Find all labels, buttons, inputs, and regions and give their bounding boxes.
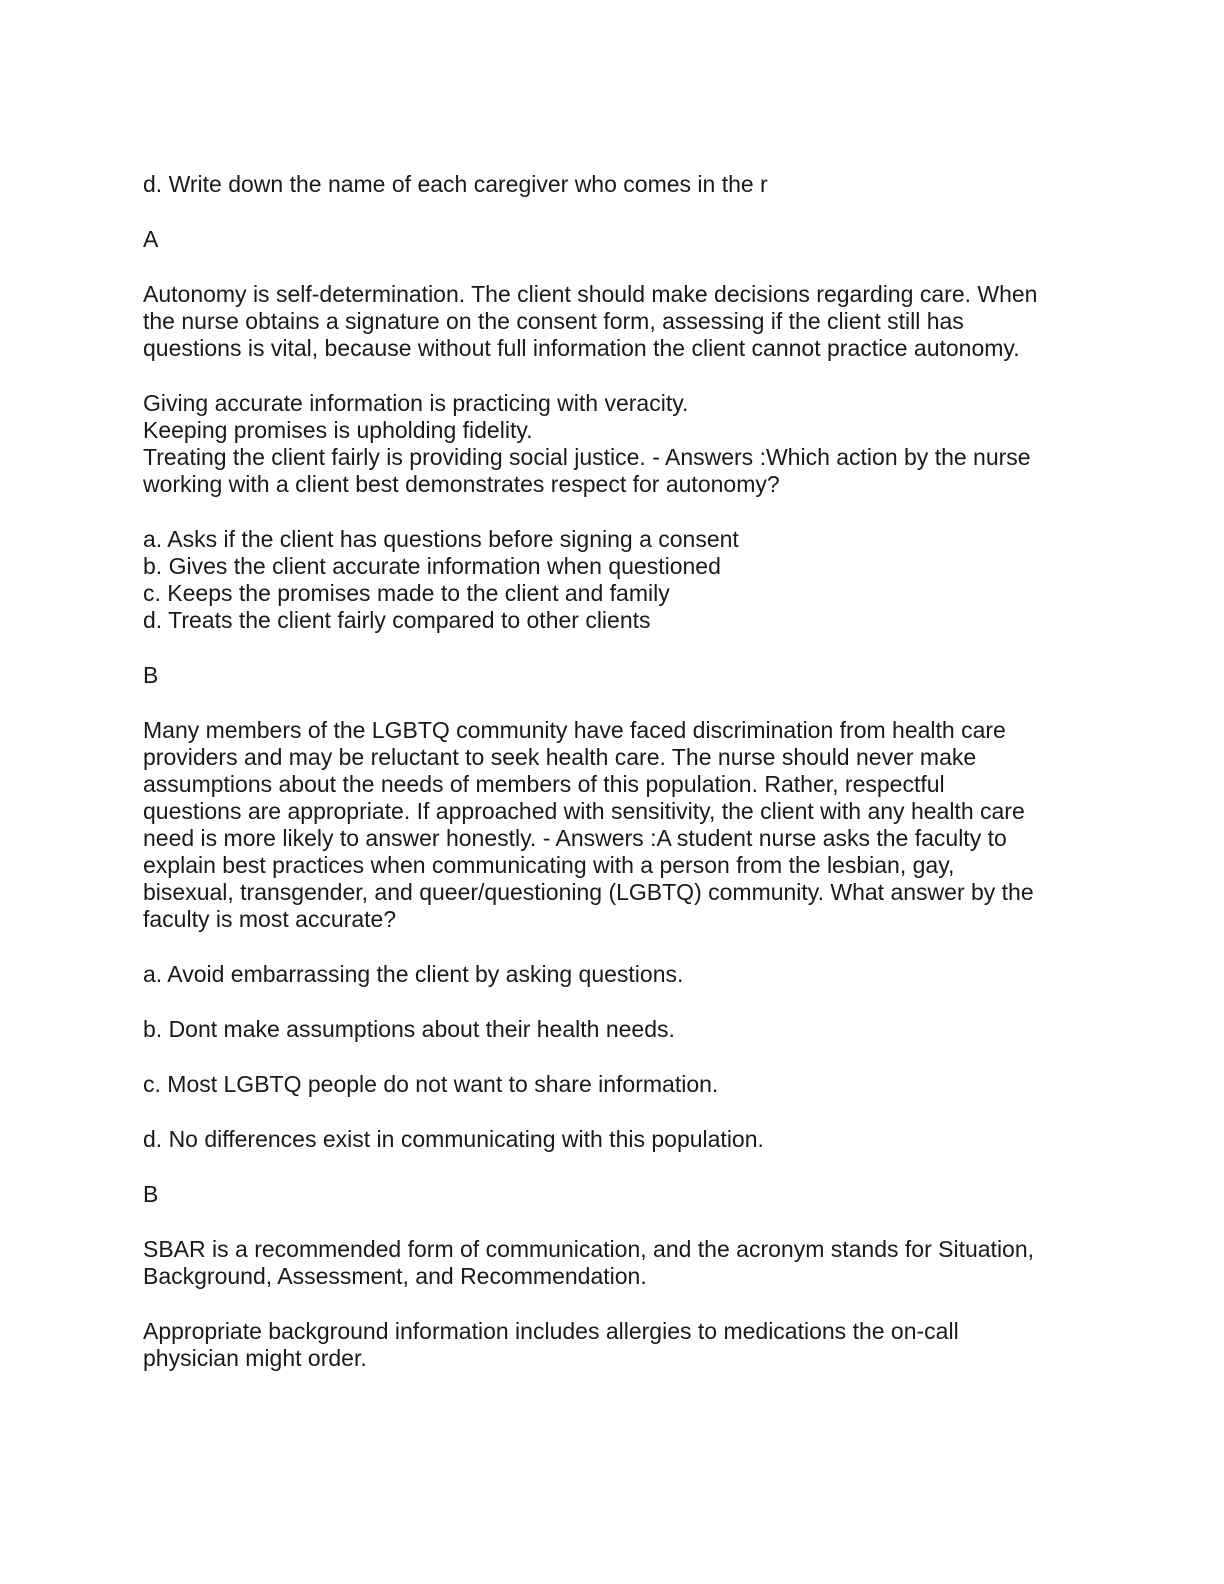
text-line: SBAR is a recommended form of communication, and the acronym stands for Situation, [143, 1236, 1035, 1262]
text-line: questions is vital, because without full information the client cannot practice autonomy. [143, 335, 1020, 361]
option-line: c. Keeps the promises made to the client and family [143, 580, 670, 606]
text-line: Many members of the LGBTQ community have faced discrimination from health care [143, 717, 1006, 743]
text-line: faculty is most accurate? [143, 906, 397, 932]
text-line: Treating the client fairly is providing social justice. - Answers :Which action by the nurse [143, 444, 1031, 470]
text-line: Keeping promises is upholding fidelity. [143, 417, 533, 443]
text-line: explain best practices when communicating with a person from the lesbian, gay, [143, 852, 955, 878]
text-line: need is more likely to answer honestly. - Answers :A student nurse asks the faculty to [143, 825, 1007, 851]
option-line: a. Avoid embarrassing the client by asking questions. [143, 961, 684, 987]
option-line: d. No differences exist in communicating with this population. [143, 1126, 764, 1152]
text-line: bisexual, transgender, and queer/questioning (LGBTQ) community. What answer by the [143, 879, 1034, 905]
option-line: b. Gives the client accurate information when questioned [143, 553, 721, 579]
text-line: questions are appropriate. If approached with sensitivity, the client with any health care [143, 798, 1025, 824]
text-line: Autonomy is self-determination. The client should make decisions regarding care. When [143, 281, 1038, 307]
answer-letter: A [143, 226, 159, 252]
text-line: the nurse obtains a signature on the consent form, assessing if the client still has [143, 308, 964, 334]
text-line: physician might order. [143, 1345, 367, 1371]
option-line: c. Most LGBTQ people do not want to share information. [143, 1071, 719, 1097]
answer-letter: B [143, 1181, 159, 1207]
text-line: working with a client best demonstrates respect for autonomy? [143, 471, 780, 497]
text-line: providers and may be reluctant to seek health care. The nurse should never make [143, 744, 977, 770]
option-line: a. Asks if the client has questions before signing a consent [143, 526, 739, 552]
text-line: Appropriate background information includes allergies to medications the on-call [143, 1318, 959, 1344]
answer-letter: B [143, 662, 159, 688]
text-line: Background, Assessment, and Recommendation. [143, 1263, 647, 1289]
text-line: assumptions about the needs of members of this population. Rather, respectful [143, 771, 945, 797]
option-line: d. Treats the client fairly compared to other clients [143, 607, 651, 633]
text-line: d. Write down the name of each caregiver who comes in the r [143, 171, 768, 197]
text-line: Giving accurate information is practicing with veracity. [143, 390, 689, 416]
option-line: b. Dont make assumptions about their health needs. [143, 1016, 675, 1042]
